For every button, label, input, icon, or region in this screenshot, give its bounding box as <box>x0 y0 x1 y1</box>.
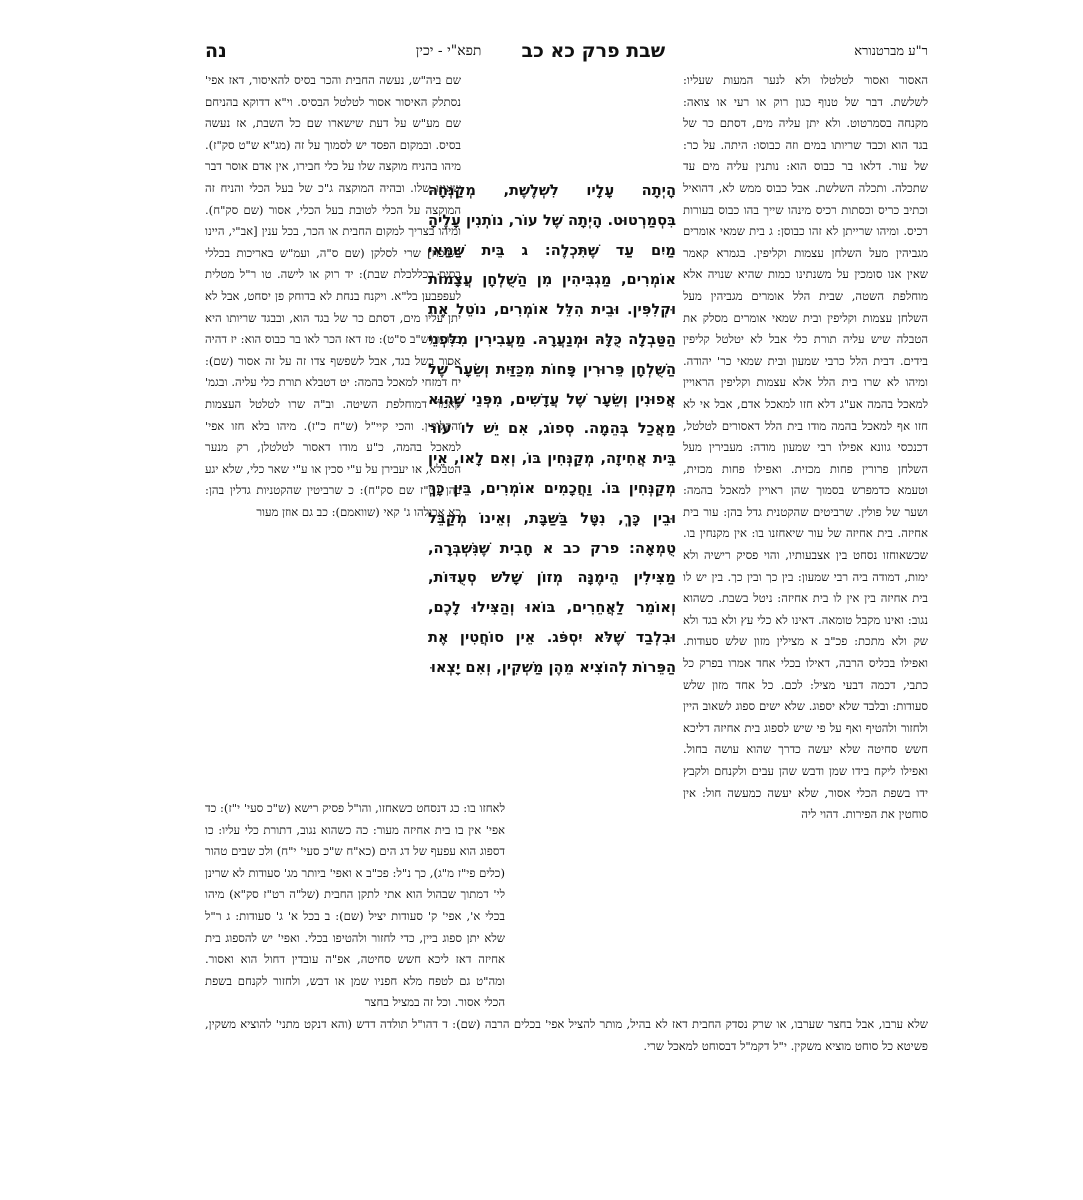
yachin-commentary-continued: לאחזו בו: כג דנסחט כשאחזו, והו"ל פסיק רישא (ש"כ סעי' י"ז): כד אפי' אין בו בית אחיזה מעור: כה כשהוא נגוב, דתורת כלי עליו: כו דספוג הוא עפעף של דג הים (כא"ח ש"כ סעי' י"ח) ולכ שבים טהור (כלים פי"ז מ"ג), כך נ"ל: פכ"ב א ואפי' ביותר מג' סעודות לא שרינן לי' דמתוך שבהול הוא אתי לתקן החבית (של"ה רט"ז סק"א) מיהו בכלי א', אפי' ק' סעודות יציל (שם): ב בכל א' ג' סעודות: ג ר"ל שלא יתן ספוג ביין, כדי לחזור ולהטיפו בכלי. ואפי' יש להספוג בית אחיזה דאז ליכא חשש סחיטה, אפ"ה עובדין דחול הוא ואסור. ומה"ט גם לטפח מלא חפניו שמן או דבש, ולחזור לקנחם בשפת הכלי אסור. וכל זה במציל בחצר <box>205 801 505 1010</box>
yachin-commentary: שם ביה"ש, נעשה החבית והכר בסיס להאיסור, דאז אפי' נסתלק האיסור אסור לטלטל הבסיס. וי"א דדוקא בהניחם שם מע"ש על דעת שישארו שם כל השבת, אז נעשה בסיס. ובמקום הפסד יש לסמוך על זה (מג"א ש"ט סק"ז). מיהו בהניח מוקצה שלו על כלי חבירו, אין אדם אוסר דבר שאינו שלו. ובהיה המוקצה ג"כ של בעל הכלי והניח זה המוקצה על הכלי לטובת בעל הכלי, אסור (שם סק"ח). ומיהו בצריך למקום החבית או הכר, בכל ענין [אב"י, היינו בשוכח] שרי לסלקן (שם ס"ה, ועמ"ש באריכות בכללי בסיס בכללכלת שבת): יד רוק או לישה. טו ר"ל מטלית לעפפבען בל"א. ויקנח בנחת לא בדוחק פן יסחט, אבל לא יתן עליו מים, דסתם כר של בגד הוא, ובבגד שריותו היא כבוסו (ש"ב ס"ט): טז דאז הכר לאו בר כבוס הוא: יז דהיה אסור בשל בגד, אבל לשפשף צדו זה על זה אסור (שם): יח דמזחי למאכל בהמה: יט דטבלא תורת כלי עליה. ובגמ' קאמר דמוחלפת השיטה. וב"ה שרו לטלטל העצמות והקליפין. והכי קיי"ל (ש"ח כ"ז). מיהו בלא חזו אפי' למאכל בהמה, כ"ע מודו דאסור לטלטלן, רק מנער הטבלא, או יעבירן על ע"י סכין או ע"י שאר כלי, שלא יגע בהן (ט"ז שם סק"ח): כ שרביטין שהקטניות גדלין בהן: כא אכולהו ג' קאי (שוואמם): כב גם אוזן מעור <box>205 73 461 519</box>
header-center <box>416 40 665 62</box>
mishnah-text: הָיְתָה עָלָיו לִשְׁלֶשֶׁת, מְקַנְּחָהּ בִּסְמַרְטוּט. הָיְתָה שֶׁל עוֹר, נוֹתְנִין עָלֶיהָ מַיִם עַד שֶׁתִּכְלֶה: ג בֵּית שַׁמַּאי אוֹמְרִים, מַגְבִּיהִין מִן הַשֻּׁלְחָן עֲצָמוֹת וּקְלִפִּין. וּבֵית הִלֵּל אוֹמְרִים, נוֹטֵל אֶת הַטַּבְלָה כֻּלָּהּ וּמְנַעֲרָהּ. מַעֲבִירִין מִלִּפְנֵי הַשֻּׁלְחָן פֵּרוּרִין פָּחוֹת מִכַּזַּיִת וְשֵׂעָר שֶׁל אֲפוּנִין וְשֵׂעָר שֶׁל עֲדָשִׁים, מִפְּנֵי שֶׁהוּא מַאֲכַל בְּהֵמָה. סְפוֹג, אִם יֵשׁ לוֹ עוֹר בֵּית אֲחִיזָה, מְקַנְּחִין בּוֹ, וְאִם לָאו, אֵין מְקַנְּחִין בּוֹ. וַחֲכָמִים אוֹמְרִים, בֵּין כָּךְ וּבֵין כָּךְ, נִטָּל בַּשַּׁבָּת, וְאֵינוֹ מְקַבֵּל טֻמְאָה: פרק כב א חָבִית שֶׁנִּשְׁבְּרָה, מַצִּילִין הֵימֶנָּה מְזוֹן שָׁלֹשׁ סְעֻדּוֹת, וְאוֹמֵר לַאֲחֵרִים, בּוֹאוּ וְהַצִּילוּ לָכֶם, וּבִלְבַד שֶׁלֹּא יִסְפֹּג. אֵין סוֹחֲטִין אֶת הַפֵּרוֹת לְהוֹצִיא מֵהֶן מַשְׁקִין, וְאִם יָצְאוּ <box>428 182 676 676</box>
bartenura-commentary: האסור ואסור לטלטלו ולא לנער המעות שעליו: לשלשת. דבר של טנוף כגון רוק או רעי או צואה: מקנחה בסמרטוט. ולא יתן עליה מים, דסתם כר של בגד הוא וכבד שריותו במים וזה כבוסו: היתה. על כר: של עור. דלאו בר כבוס הוא: נותנין עליה מים עד שתכלה. ותכלה השלשת. אבל כבוס ממש לא, דהואיל וכתיב כריס וכסתות רכיס מינהו שייך בהו כבוס בעורות רכיס. ומיהו שרייתן לא זהו כבוסן: ג בית שמאי אומרים מגביהין מעל השלחן עצמות וקליפין. בגמרא קאמר שאין אנו סומכין על משנתינו כמות שהיא שנויה אלא מוחלפת השטה, שבית הלל אומרים מגביהין מעל השלחן עצמות וקליפין ובית שמאי אומרים מסלק את הטבלה שיש עליה תורת כלי אבל לא יטלטל קליפין בידים. דבית הלל כרבי שמעון ובית שמאי כר' יהודה. ומיהו לא שרו בית הלל אלא עצמות וקליפין הראויין למאכל בהמה אע"ג דלא חזו למאכל אדם, אבל אי לא חזו אף למאכל בהמה מודו בית הלל דאסורים לטלטל, דכנכסי גוונא אפילו רבי שמעון מודה: מעבירין מעל השלחן פרורין פחות מכזית. ואפילו פחות מכזית, וטעמא כדמפרש בסמוך שהן ראויין למאכל בהמה: ושער של פולין. שרביטים שהקטנית גדל בהן: עור בית אחיזה. בית אחיזה של עור שיאחזנו בו: אין מקנחין בו. שכשאוחזו נסחט בין אצבעותיו, והוי פסיק רישיה ולא ימות, דמודה ביה רבי שמעון: בין כך ובין כך. בין יש לו בית אחיזה בין אין לו בית אחיזה: ניטל בשבת. כשהוא נגוב: ואינו מקבל טומאה. דאינו לא כלי עץ ולא בגד ולא שק ולא מתכת: פכ"ב א מצילין מזון שלש סעודות. ואפילו בכליס הרבה, דאילו בכלי אחד אמרו בפרק כל כתבי, דכמה דבעי מציל: לכם. כל אחד מזון שלש סעודות: ובלבד שלא יספוג. שלא ישים ספוג לשאוב היין ולחזור ולהטיף ואף על פי שיש לספוג בית אחיזה דליכא חשש סחיטה שלא יעשה כדרך שהוא עושה בחול. ואפילו ליקח בידו שמן ודבש שהן עבים ולקנחם ולקבץ ידו בשפת הכלי אסור, שלא יעשה כמעשה חול: אין סוחטין את הפירות. דהוי ליה <box>683 73 928 822</box>
footer-commentary: שלא ערבו, אבל בחצר שערבו, או שרק נסדק החבית דאז לא בהיל, מותר להציל אפי' בכלים הרבה (שם): ד דהו"ל תולדה דדש (והא דנקט מתני' להוציא משקין, פשיטא כל סוחט מוציא משקין. י"ל דקמ"ל דבסוחט למאכל שרי. <box>205 1017 928 1053</box>
page-header <box>205 40 928 62</box>
header-commentary-right: ר"ע מברטנורא <box>854 44 928 59</box>
header-chapter-title: שבת פרק כא כב <box>521 40 666 62</box>
page-number: נה <box>205 40 227 62</box>
header-commentary-left: תפא"י - יכין <box>415 42 482 59</box>
